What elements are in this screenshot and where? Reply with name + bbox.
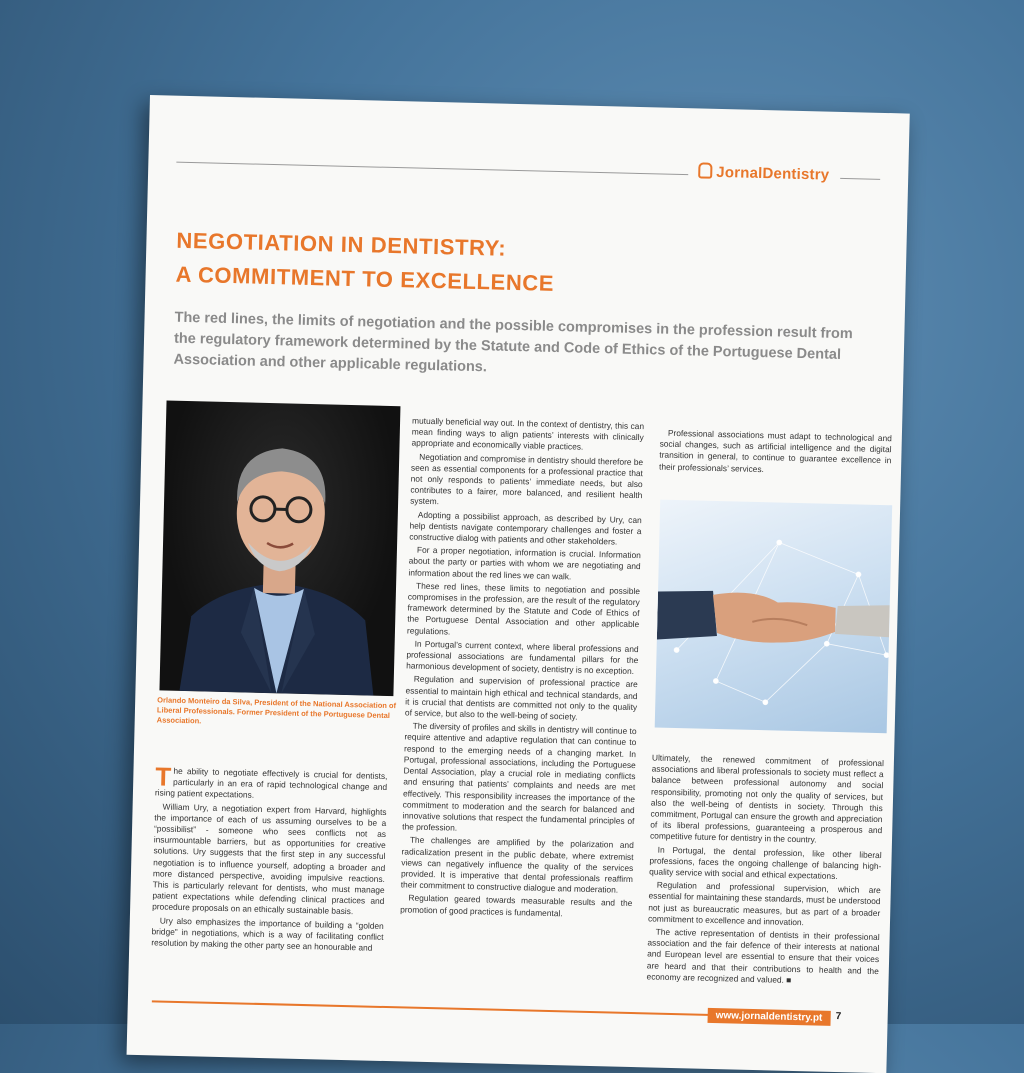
article-title [175,224,776,307]
paragraph: Regulation geared towards measurable results and the promotion of good practices is fundamental. [400,893,632,921]
paragraph: In Portugal, the dental profession, like other liberal professions, faces the ongoing challenge of balancing high-quality service with social and ethical expectations. [649,844,882,883]
paragraph: he ability to negotiate effectively is crucial for dentists, particularly in an era of rapid technological change and rising patient expectations. [155,766,388,800]
paragraph: Professional associations must adapt to technological and social changes, such as artificial intelligence and the digital transition in general, to continue to guarantee excellence in their professionals’ services. [659,428,892,478]
tooth-icon [698,162,712,178]
photo-caption: Orlando Monteiro da Silva, President of the National Association of Liberal Professionals. Former President of the Portuguese Dental Association. [157,695,398,731]
portrait-photo [159,400,400,696]
paragraph: The diversity of profiles and skills in dentistry will continue to require attentive and adaptive regulation that can continue to respond to the emerging needs of a changing market. In Portugal, professional associations, including the Portuguese Dental Association, play a crucial role in mediating conflicts and ensuring that patients’ complaints and needs are met effectively. This responsibility increases the importance of the commitment to moderation and the search for balanced and innovative solutions that respect the fundamental principles of the profession. [402,721,637,839]
title-line-2: A COMMITMENT TO EXCELLENCE [175,258,776,307]
logo-text: JornalDentistry [716,164,829,184]
handshake-illustration [655,500,893,734]
footer-url: www.jornaldentistry.pt [707,1008,830,1026]
drop-cap: T [155,765,171,787]
footer-rule [152,1000,728,1016]
page-number: 7 [836,1011,842,1022]
paragraph: Adopting a possibilist approach, as described by Ury, can help dentists navigate contemporary challenges and foster a constructive dialog with patients and other stakeholders. [409,509,642,548]
journal-logo [698,162,829,183]
paragraph: The active representation of dentists in their professional association and the fair defence of their interests at national and European level are essential to ensure that their voices are heard and that their contributions to health and the economy are recognized and valued. ■ [646,926,879,988]
paragraph: Negotiation and compromise in dentistry should therefore be seen as essential components for a professional practice that not only responds to patients’ immediate needs, but also contributes to a fairer, more balanced, and resilient health system. [410,451,643,513]
paragraph: The challenges are amplified by the polarization and radicalization present in the public debate, where extremist views can negatively influence the quality of the services provided. It is imperative that dental professionals reaffirm their commitment to constructive dialogue and moderation. [401,835,634,897]
column-2 [400,416,644,923]
paragraph: For a proper negotiation, information is crucial. Information about the party or parties with whom we are negotiating and information about the red lines we can walk. [408,545,641,584]
column-3-top [659,428,892,480]
paragraph: Ultimately, the renewed commitment of professional associations and liberal professionals to society must reflect a balance between professional autonomy and social responsibility, promoting not only the quality of services, but also the well-being of dentists in society. Through this commitment, Portugal can ensure the growth and appreciation of its liberal professions, guaranteeing a prosperous and competitive future for dentistry in the country. [650,752,884,847]
magazine-page [127,95,910,1073]
title-line-1: NEGOTIATION IN DENTISTRY: [176,224,777,273]
header-rule [176,162,688,176]
column-1 [151,765,387,956]
portrait-illustration [159,400,400,696]
header-rule-right [840,178,880,180]
paragraph: Regulation and professional supervision, which are essential for maintaining these standards, must be understood not just as bureaucratic measures, but as part of a broader commitment to excellence and innovation. [648,880,881,930]
paragraph: William Ury, a negotiation expert from Harvard, highlights the importance of each of us assuming ourselves to be a “possibilist” - someone who sees conflicts not as insurmountable barriers, but as opportunities for creative solutions. Ury suggests that the first step in any successful negotiation is to influence yourself, adopting a broader and more distanced perspective, avoiding impulsive reactions. This is particularly relevant for dentists, who must manage patient expectations while defending clinical practices and procedure proposals on an ethically sustainable basis. [152,801,387,919]
paragraph: mutually beneficial way out. In the context of dentistry, this can mean finding ways to align patients’ interests with clinically appropriate and economically viable practices. [411,416,644,455]
paragraph: Regulation and supervision of professional practice are essential to maintain high ethical and technical standards, and it is crucial that dentists are committed not only to the quality of service, but also to the well-being of society. [405,674,638,724]
paragraph: These red lines, these limits to negotiation and possible compromises in the profession, are the result of the regulatory framework determined by the Statute and Code of Ethics of the Portuguese Dental Association and other applicable regulations. [407,580,640,642]
handshake-photo [655,500,893,734]
paragraph: Ury also emphasizes the importance of building a “golden bridge” in negotiations, which is a way of facilitating conflict resolution by making the other party see an honourable and [151,915,384,954]
article-lede: The red lines, the limits of negotiation and the possible compromises in the profession result from the regulatory framework determined by the Statute and Code of Ethics of the Portuguese Dental Association and other applicable regulations. [173,308,864,388]
paragraph: In Portugal’s current context, where liberal professions and professional associations are fundamental pillars for the harmonious development of society, dentistry is no exception. [406,638,639,677]
column-3-bottom [646,752,884,990]
